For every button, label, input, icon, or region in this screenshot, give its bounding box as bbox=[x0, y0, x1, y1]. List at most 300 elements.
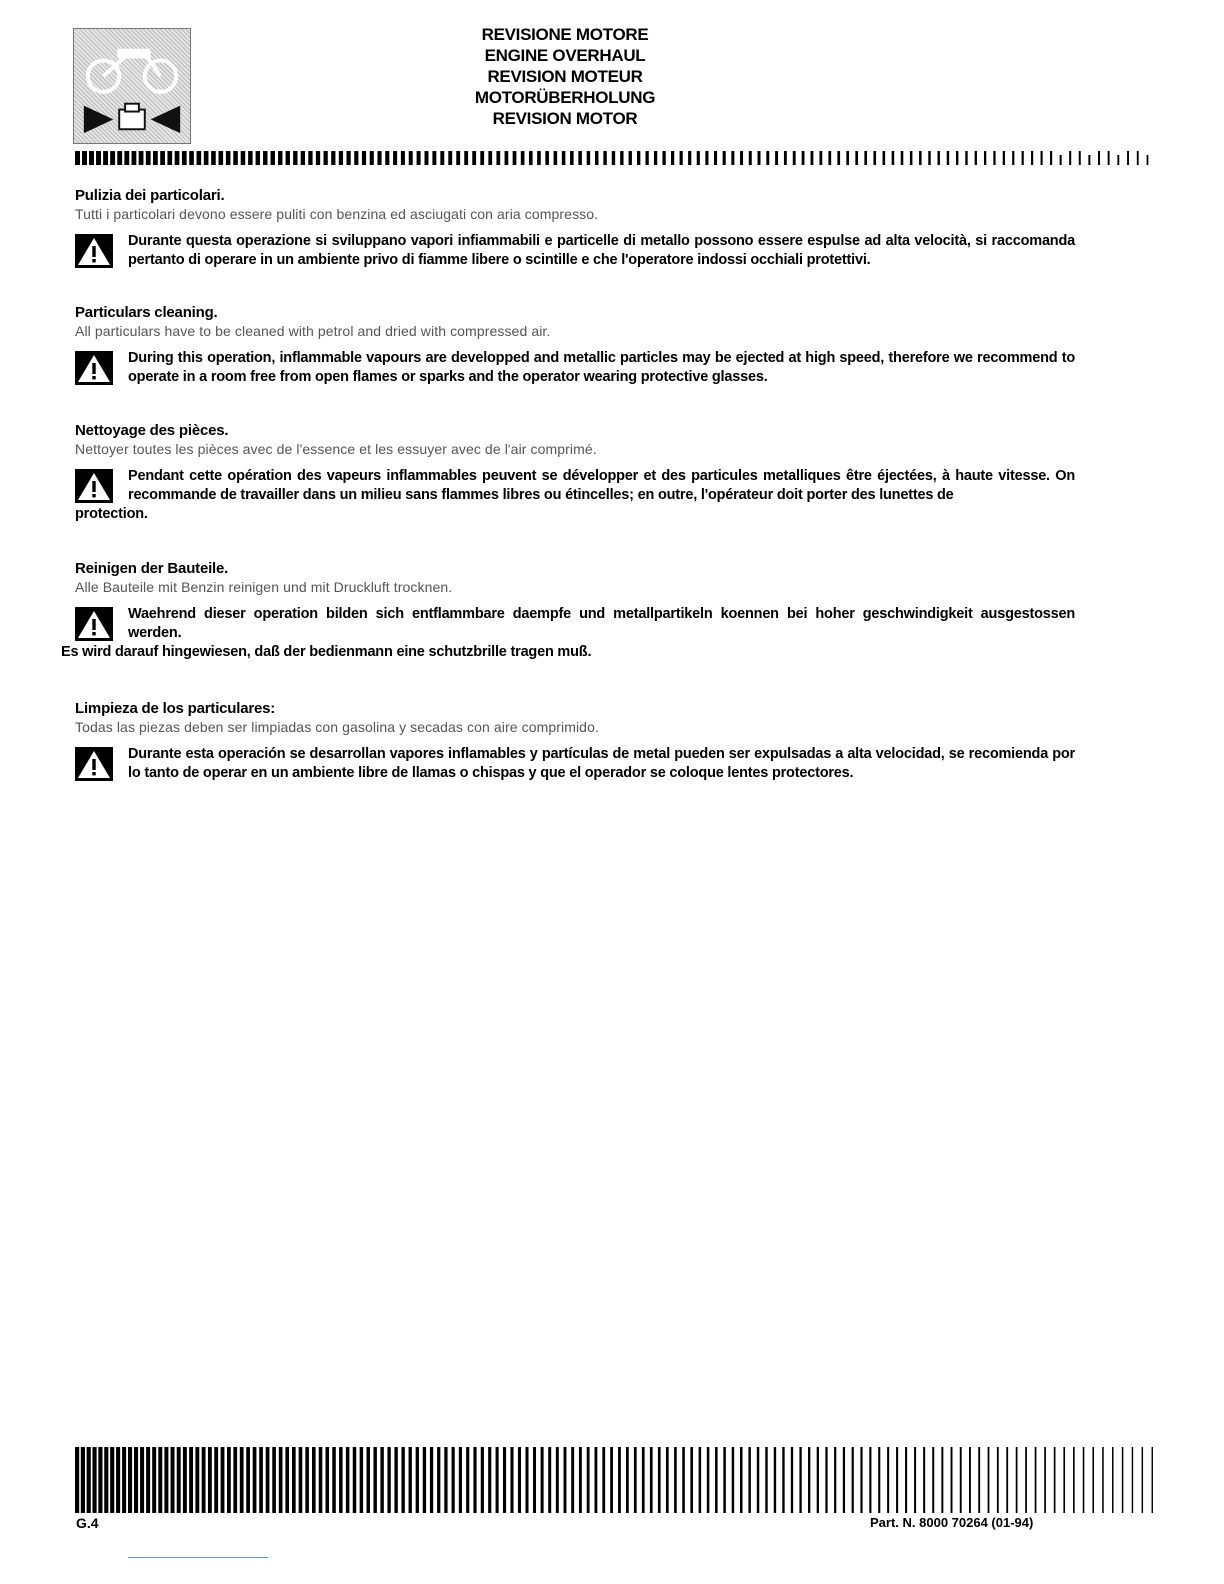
section-heading: Reinigen der Bauteile. bbox=[75, 560, 229, 577]
barcode-bar bbox=[740, 1447, 742, 1513]
warning-block bbox=[75, 232, 1075, 270]
barcode-bar bbox=[423, 1447, 426, 1513]
stripe-bar bbox=[160, 151, 165, 165]
barcode-bar bbox=[1083, 1447, 1085, 1513]
stripe-bar bbox=[620, 151, 623, 165]
stripe-bar bbox=[901, 151, 904, 165]
barcode-bar bbox=[923, 1447, 925, 1513]
barcode-bar bbox=[367, 1447, 370, 1513]
barcode-bar bbox=[240, 1447, 244, 1513]
stripe-bar bbox=[211, 151, 216, 165]
barcode-bar bbox=[430, 1447, 433, 1513]
stripe-bar bbox=[975, 151, 977, 165]
warning-block bbox=[75, 467, 1075, 505]
barcode-bar bbox=[548, 1447, 551, 1513]
barcode-bar bbox=[373, 1447, 376, 1513]
barcode-bar bbox=[997, 1447, 999, 1513]
barcode-bar bbox=[1102, 1447, 1104, 1513]
stripe-bar bbox=[146, 151, 151, 165]
barcode-bar bbox=[401, 1447, 404, 1513]
title-english: ENGINE OVERHAUL bbox=[484, 46, 646, 65]
stripe-bar bbox=[578, 151, 582, 165]
stripe-bar bbox=[167, 151, 172, 165]
motorcycle-engine-service-icon bbox=[74, 29, 190, 143]
stripe-bar bbox=[688, 151, 691, 165]
stripe-bar bbox=[432, 151, 436, 165]
stripe-bar bbox=[1041, 151, 1043, 165]
stripe-bar bbox=[1147, 155, 1149, 165]
section-german bbox=[61, 559, 1075, 662]
stripe-bar bbox=[293, 151, 297, 165]
barcode-bar bbox=[1044, 1447, 1046, 1513]
stripe-bar bbox=[385, 151, 389, 165]
barcode-bar bbox=[732, 1447, 735, 1513]
barcode-bar bbox=[332, 1447, 336, 1513]
warning-triangle-icon bbox=[75, 747, 113, 781]
barcode-bar bbox=[860, 1447, 862, 1513]
stripe-bar bbox=[440, 151, 444, 165]
barcode-bar bbox=[634, 1447, 637, 1513]
barcode-bar bbox=[387, 1447, 390, 1513]
stripe-bar bbox=[645, 151, 648, 165]
barcode-bar bbox=[878, 1447, 880, 1513]
barcode-bar bbox=[595, 1447, 598, 1513]
barcode-bar bbox=[416, 1447, 419, 1513]
barcode-bar bbox=[319, 1447, 323, 1513]
barcode-bar bbox=[626, 1447, 629, 1513]
stripe-bar bbox=[662, 151, 665, 165]
barcode-bar bbox=[682, 1447, 685, 1513]
stripe-bar bbox=[354, 151, 358, 165]
barcode-bar bbox=[658, 1447, 661, 1513]
stripe-bar bbox=[819, 151, 822, 165]
stripe-bar bbox=[811, 151, 814, 165]
barcode-bar bbox=[817, 1447, 819, 1513]
stripe-bar bbox=[714, 151, 717, 165]
barcode-bar bbox=[541, 1447, 544, 1513]
barcode-bar bbox=[177, 1447, 181, 1513]
barcode-bar bbox=[869, 1447, 871, 1513]
stripe-bar bbox=[883, 151, 886, 165]
barcode-bar bbox=[587, 1447, 590, 1513]
stripe-bar bbox=[401, 151, 405, 165]
stripe-bar bbox=[554, 151, 558, 165]
stripe-bar bbox=[1003, 151, 1005, 165]
title-german: MOTORÜBERHOLUNG bbox=[474, 88, 656, 107]
barcode-bar bbox=[1063, 1447, 1065, 1513]
barcode-bar bbox=[1025, 1447, 1027, 1513]
barcode-bar bbox=[394, 1447, 397, 1513]
stripe-bar bbox=[629, 151, 632, 165]
barcode-bar bbox=[128, 1447, 132, 1513]
barcode-bar bbox=[960, 1447, 962, 1513]
stripe-bar bbox=[802, 151, 805, 165]
barcode-bar bbox=[896, 1447, 898, 1513]
barcode-bar bbox=[496, 1447, 499, 1513]
title-italian: REVISIONE MOTORE bbox=[481, 25, 649, 44]
barcode-bar bbox=[140, 1447, 144, 1513]
stripe-bar bbox=[505, 151, 509, 165]
stripe-bar bbox=[316, 151, 320, 165]
barcode-bar bbox=[564, 1447, 567, 1513]
barcode-bar bbox=[1006, 1447, 1008, 1513]
barcode-bar bbox=[757, 1447, 759, 1513]
barcode-bar bbox=[723, 1447, 726, 1513]
stripe-bar bbox=[124, 151, 129, 165]
title-spanish: REVISION MOTOR bbox=[492, 109, 638, 128]
stripe-bar bbox=[175, 151, 180, 165]
section-heading: Limpieza de los particulares: bbox=[75, 700, 276, 717]
barcode-bar bbox=[325, 1447, 329, 1513]
stripe-bar bbox=[241, 151, 246, 165]
stripe-bar bbox=[749, 151, 752, 165]
stripe-bar bbox=[110, 151, 115, 165]
stripe-bar bbox=[595, 151, 598, 165]
barcode-bar bbox=[666, 1447, 669, 1513]
stripe-bar bbox=[370, 151, 374, 165]
section-body: All particulars have to be cleaned with petrol and dried with compressed air. bbox=[75, 323, 551, 339]
barcode-bar bbox=[610, 1447, 613, 1513]
stripe-bar bbox=[910, 151, 913, 165]
barcode-bar bbox=[1092, 1447, 1094, 1513]
barcode-bar bbox=[452, 1447, 455, 1513]
stripe-bar bbox=[529, 151, 533, 165]
barcode-bar bbox=[171, 1447, 175, 1513]
barcode-bar bbox=[932, 1447, 934, 1513]
barcode-bar bbox=[618, 1447, 621, 1513]
section-heading: Particulars cleaning. bbox=[75, 304, 218, 321]
barcode-bar bbox=[202, 1447, 206, 1513]
title-french: REVISION MOTEUR bbox=[487, 67, 643, 86]
barcode-bar bbox=[791, 1447, 793, 1513]
barcode-bar bbox=[556, 1447, 559, 1513]
warning-text: Durante esta operación se desarrollan vapores inflamables y partículas de metal pueden ser expulsadas a alta velocidad, se recomienda por lo tanto de operar en un ambiente libre de llamas o chispas y que el operador se coloque lentes protectores. bbox=[128, 746, 1075, 781]
barcode-bar bbox=[253, 1447, 257, 1513]
barcode-bar bbox=[189, 1447, 193, 1513]
stripe-bar bbox=[828, 151, 831, 165]
stripe-bar bbox=[587, 151, 590, 165]
warning-triangle-icon bbox=[75, 234, 113, 268]
barcode-bar bbox=[852, 1447, 854, 1513]
stripe-bar bbox=[740, 151, 743, 165]
barcode-bar bbox=[164, 1447, 168, 1513]
warning-text: Pendant cette opération des vapeurs inflammables peuvent se développer et des particules metalliques être éjectées, à haute vitesse. On recommande de travailler dans un milieu sans flammes libres ou étincelles; en outre, l'opérateur doit porter des lunettes de bbox=[128, 468, 1075, 503]
barcode-bar bbox=[503, 1447, 506, 1513]
barcode-bar bbox=[951, 1447, 953, 1513]
barcode-bar bbox=[183, 1447, 187, 1513]
barcode-bar bbox=[707, 1447, 710, 1513]
barcode-bar bbox=[233, 1447, 237, 1513]
barcode-bar bbox=[152, 1447, 156, 1513]
section-french bbox=[75, 421, 1075, 524]
barcode-bar bbox=[146, 1447, 150, 1513]
barcode-bar bbox=[98, 1447, 102, 1513]
barcode-bar bbox=[339, 1447, 343, 1513]
barcode-bar bbox=[104, 1447, 108, 1513]
stripe-bar bbox=[89, 151, 94, 165]
stripe-bar bbox=[984, 151, 986, 165]
barcode-bar bbox=[1122, 1447, 1123, 1513]
section-heading: Nettoyage des pièces. bbox=[75, 422, 229, 439]
stripe-bar bbox=[182, 151, 187, 165]
stripe-bar bbox=[189, 151, 194, 165]
section-spanish bbox=[75, 699, 1075, 783]
barcode-bar bbox=[905, 1447, 907, 1513]
stripe-bar bbox=[671, 151, 674, 165]
stripe-bar bbox=[324, 151, 328, 165]
stripe-bar bbox=[603, 151, 606, 165]
warning-continuation: protection. bbox=[75, 506, 148, 522]
warning-block bbox=[75, 605, 1075, 643]
barcode-bar bbox=[246, 1447, 250, 1513]
stripe-bar bbox=[654, 151, 657, 165]
stripe-bar bbox=[784, 151, 787, 165]
stripe-bar bbox=[256, 151, 260, 165]
section-body: Nettoyer toutes les pièces avec de l'essence et les essuyer avec de l'air comprimé. bbox=[75, 441, 597, 457]
stripe-bar bbox=[705, 151, 708, 165]
barcode-bar bbox=[988, 1447, 990, 1513]
stripe-bar bbox=[263, 151, 267, 165]
barcode-bar bbox=[1016, 1447, 1018, 1513]
stripe-bar bbox=[855, 151, 858, 165]
barcode-bar bbox=[87, 1447, 91, 1513]
stripe-bar bbox=[892, 151, 895, 165]
barcode-bar bbox=[437, 1447, 440, 1513]
header-titles bbox=[420, 24, 710, 129]
stripe-bar bbox=[139, 151, 144, 165]
stripe-bar bbox=[226, 151, 231, 165]
barcode-bar bbox=[1054, 1447, 1056, 1513]
barcode-bar bbox=[782, 1447, 784, 1513]
stripe-bar bbox=[680, 151, 683, 165]
barcode-bar bbox=[214, 1447, 218, 1513]
barcode-bar bbox=[510, 1447, 513, 1513]
stripe-bar bbox=[758, 151, 761, 165]
barcode-bar bbox=[459, 1447, 462, 1513]
section-body: Todas las piezas deben ser limpiadas con gasolina y secadas con aire comprimido. bbox=[75, 719, 599, 735]
warning-text: Waehrend dieser operation bilden sich entflammbare daempfe und metallpartikeln koennen bei hoher geschwindigkeit ausgestossen werden. bbox=[128, 606, 1075, 641]
barcode-bar bbox=[285, 1447, 289, 1513]
stripe-bar bbox=[472, 151, 476, 165]
stripe-bar bbox=[1117, 155, 1119, 165]
stripe-bar bbox=[864, 151, 867, 165]
stripe-bar bbox=[377, 151, 381, 165]
stripe-bar bbox=[308, 151, 312, 165]
barcode-bar bbox=[1112, 1447, 1114, 1513]
warning-block bbox=[75, 745, 1075, 783]
barcode-bar bbox=[312, 1447, 316, 1513]
stripe-bar bbox=[521, 151, 525, 165]
warning-triangle-icon bbox=[75, 469, 113, 503]
stripe-bar bbox=[480, 151, 484, 165]
stripe-bar bbox=[947, 151, 949, 165]
warning-block bbox=[75, 349, 1075, 387]
barcode-bar bbox=[518, 1447, 521, 1513]
barcode-bar bbox=[799, 1447, 801, 1513]
barcode-bar bbox=[110, 1447, 114, 1513]
stripe-bar bbox=[1022, 151, 1024, 165]
warning-text: Durante questa operazione si sviluppano vapori infiammabili e particelle di metallo possono essere espulse ad alta velocità, si raccomanda pertanto di operare in un ambiente privo di fiamme libere o scintille e che l'operatore indossi occhiali protettivi. bbox=[128, 233, 1075, 268]
stripe-bar bbox=[766, 151, 769, 165]
barcode-bar bbox=[887, 1447, 889, 1513]
barcode-bar bbox=[1073, 1447, 1075, 1513]
barcode-bar bbox=[765, 1447, 767, 1513]
stripe-bar bbox=[347, 151, 351, 165]
warning-triangle-icon bbox=[75, 351, 113, 385]
stripe-bar bbox=[219, 151, 224, 165]
stripe-bar bbox=[393, 151, 397, 165]
stripe-bar bbox=[96, 151, 101, 165]
barcode-bar bbox=[81, 1447, 85, 1513]
stripe-bar bbox=[612, 151, 615, 165]
footer-rule bbox=[128, 1557, 268, 1558]
barcode-bar bbox=[75, 1447, 79, 1513]
stripe-bar bbox=[938, 151, 940, 165]
stripe-bar bbox=[919, 151, 921, 165]
header-barcode-stripe bbox=[75, 151, 1150, 165]
barcode-bar bbox=[1152, 1447, 1153, 1513]
barcode-bar bbox=[266, 1447, 270, 1513]
barcode-bar bbox=[914, 1447, 916, 1513]
footer-barcode bbox=[75, 1447, 1155, 1513]
barcode-bar bbox=[92, 1447, 96, 1513]
stripe-bar bbox=[562, 151, 566, 165]
barcode-bar bbox=[299, 1447, 303, 1513]
section-body: Tutti i particolari devono essere puliti con benzina ed asciugati con aria compresso. bbox=[75, 206, 599, 222]
section-english bbox=[75, 303, 1075, 387]
stripe-bar bbox=[339, 151, 343, 165]
barcode-bar bbox=[208, 1447, 212, 1513]
stripe-bar bbox=[417, 151, 421, 165]
barcode-bar bbox=[1142, 1447, 1143, 1513]
stripe-bar bbox=[1031, 151, 1033, 165]
stripe-bar bbox=[873, 151, 876, 165]
barcode-bar bbox=[650, 1447, 653, 1513]
stripe-bar bbox=[448, 151, 452, 165]
barcode-bar bbox=[488, 1447, 491, 1513]
stripe-bar bbox=[1060, 155, 1062, 165]
barcode-bar bbox=[834, 1447, 836, 1513]
barcode-bar bbox=[409, 1447, 412, 1513]
stripe-bar bbox=[278, 151, 282, 165]
stripe-bar bbox=[301, 151, 305, 165]
header-logo bbox=[73, 28, 191, 144]
barcode-bar bbox=[978, 1447, 980, 1513]
barcode-bar bbox=[748, 1447, 750, 1513]
barcode-bar bbox=[122, 1447, 126, 1513]
stripe-bar bbox=[456, 151, 460, 165]
stripe-bar bbox=[1069, 151, 1071, 165]
stripe-bar bbox=[846, 151, 849, 165]
stripe-bar bbox=[1127, 151, 1129, 165]
barcode-bar bbox=[808, 1447, 810, 1513]
barcode-bar bbox=[259, 1447, 263, 1513]
warning-triangle-icon bbox=[75, 607, 113, 641]
barcode-bar bbox=[466, 1447, 469, 1513]
warning-text: During this operation, inflammable vapours are developped and metallic particles may be ejected at high speed, therefore we recommend to operate in a room free from open flames or sparks and the operator wearing protective glasses. bbox=[128, 350, 1075, 385]
barcode-bar bbox=[690, 1447, 693, 1513]
stripe-bar bbox=[271, 151, 275, 165]
barcode-bar bbox=[346, 1447, 350, 1513]
barcode-bar bbox=[353, 1447, 356, 1513]
barcode-bar bbox=[227, 1447, 231, 1513]
barcode-bar bbox=[579, 1447, 582, 1513]
barcode-bar bbox=[134, 1447, 138, 1513]
barcode-bar bbox=[969, 1447, 971, 1513]
barcode-bar bbox=[360, 1447, 363, 1513]
stripe-bar bbox=[1088, 155, 1090, 165]
part-number: Part. N. 8000 70264 (01-94) bbox=[870, 1515, 1034, 1530]
barcode-bar bbox=[533, 1447, 536, 1513]
stripe-bar bbox=[425, 151, 429, 165]
stripe-bar bbox=[103, 151, 108, 165]
stripe-bar bbox=[1137, 151, 1139, 165]
stripe-bar bbox=[545, 151, 549, 165]
barcode-bar bbox=[571, 1447, 574, 1513]
stripe-bar bbox=[731, 151, 734, 165]
stripe-bar bbox=[132, 151, 137, 165]
barcode-bar bbox=[195, 1447, 199, 1513]
stripe-bar bbox=[570, 151, 574, 165]
stripe-bar bbox=[82, 151, 87, 165]
stripe-bar bbox=[409, 151, 413, 165]
barcode-bar bbox=[825, 1447, 827, 1513]
stripe-bar bbox=[537, 151, 541, 165]
stripe-bar bbox=[928, 151, 930, 165]
stripe-bar bbox=[513, 151, 517, 165]
barcode-bar bbox=[116, 1447, 120, 1513]
stripe-bar bbox=[362, 151, 366, 165]
stripe-bar bbox=[1050, 151, 1052, 165]
stripe-bar bbox=[496, 151, 500, 165]
barcode-bar bbox=[774, 1447, 776, 1513]
stripe-bar bbox=[837, 151, 840, 165]
barcode-bar bbox=[380, 1447, 383, 1513]
barcode-bar bbox=[473, 1447, 476, 1513]
barcode-bar bbox=[1035, 1447, 1037, 1513]
stripe-bar bbox=[488, 151, 492, 165]
barcode-bar bbox=[715, 1447, 718, 1513]
stripe-bar bbox=[1012, 151, 1014, 165]
stripe-bar bbox=[204, 151, 209, 165]
barcode-bar bbox=[158, 1447, 162, 1513]
barcode-bar bbox=[843, 1447, 845, 1513]
barcode-bar bbox=[1132, 1447, 1133, 1513]
stripe-bar bbox=[153, 151, 158, 165]
stripe-bar bbox=[1098, 151, 1100, 165]
stripe-bar bbox=[993, 151, 995, 165]
page-number: G.4 bbox=[76, 1515, 99, 1531]
barcode-bar bbox=[279, 1447, 283, 1513]
barcode-bar bbox=[941, 1447, 943, 1513]
barcode-bar bbox=[305, 1447, 309, 1513]
stripe-bar bbox=[956, 151, 958, 165]
section-body: Alle Bauteile mit Benzin reinigen und mit Druckluft trocknen. bbox=[75, 579, 453, 595]
stripe-bar bbox=[697, 151, 700, 165]
barcode-bar bbox=[444, 1447, 447, 1513]
barcode-bar bbox=[642, 1447, 645, 1513]
barcode-bar bbox=[699, 1447, 702, 1513]
barcode-bar bbox=[674, 1447, 677, 1513]
stripe-bar bbox=[723, 151, 726, 165]
barcode-bar bbox=[481, 1447, 484, 1513]
stripe-bar bbox=[75, 151, 80, 165]
stripe-bar bbox=[965, 151, 967, 165]
stripe-bar bbox=[248, 151, 252, 165]
barcode-bar bbox=[221, 1447, 225, 1513]
stripe-bar bbox=[637, 151, 640, 165]
stripe-bar bbox=[793, 151, 796, 165]
